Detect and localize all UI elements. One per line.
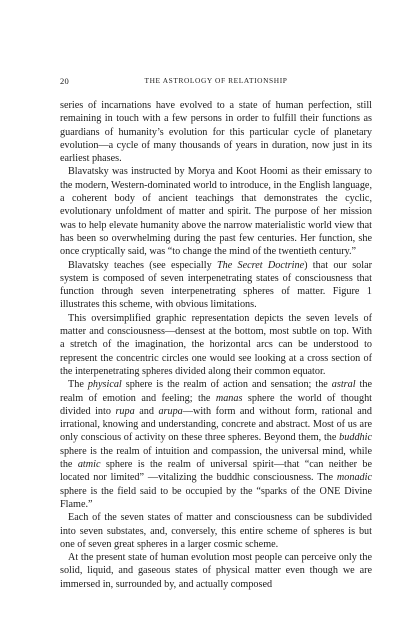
text-segment: sphere is the field said to be occupied by the “sparks of the ONE Divine Flame.” bbox=[60, 485, 372, 510]
book-page bbox=[60, 76, 372, 591]
paragraph bbox=[60, 165, 372, 258]
italic-term: arupa bbox=[158, 405, 183, 417]
paragraph bbox=[60, 378, 372, 511]
paragraph bbox=[60, 99, 372, 165]
paragraph bbox=[60, 551, 372, 591]
italic-term: rupa bbox=[115, 405, 135, 417]
text-segment: series of incarnations have evolved to a state of human perfection, still remaining in touch with a few persons in order to fulfill their functions as guardians of humanity’s evolution for this particular cycle of planetary evolution—a cycle of many thousands of years in duration, now just in its earliest phases. bbox=[60, 100, 372, 165]
paragraph bbox=[60, 511, 372, 551]
page-number: 20 bbox=[60, 76, 70, 86]
text-segment: and bbox=[134, 405, 159, 417]
paragraph bbox=[60, 312, 372, 378]
text-segment: sphere is the realm of universal spirit—that “can neither be located nor limited” —vitalizing the buddhic consciousness. The bbox=[60, 459, 372, 484]
text-segment: sphere is the realm of action and sensation; the bbox=[121, 379, 332, 391]
body-text bbox=[60, 99, 372, 591]
text-segment: This oversimplified graphic representation depicts the seven levels of matter and consciousness—densest at the bottom, most subtle on top. With a stretch of the imagination, the horizontal arcs can be understood to represent the concentric circles one would see looking at a cross section of the interpenetrating spheres divided along their common equator. bbox=[60, 312, 372, 377]
running-header bbox=[60, 76, 372, 90]
text-segment: At the present state of human evolution most people can perceive only the solid, liquid, and gaseous states of physical matter even though we are immersed in, surrounded by, and actually composed bbox=[60, 552, 372, 590]
text-segment: Each of the seven states of matter and consciousness can be subdivided into seven substates, and, conversely, this entire scheme of spheres is but one of seven great spheres in a larger cosmic scheme. bbox=[60, 512, 372, 550]
text-segment: Blavatsky was instructed by Morya and Koot Hoomi as their emissary to the modern, Western-dominated world to introduce, in the English language, a coherent body of ancient teachings that demonstrates the cyclic, evolutionary unfoldment of matter and spirit. The purpose of her mission was to help elevate humanity above the narrow materialistic world view that has been so overwhelming during the past few centuries. Her function, she once cryptically said, was “to change the mind of the twentieth century.” bbox=[60, 166, 372, 258]
italic-term: buddhic bbox=[339, 432, 372, 444]
text-segment: ) that our solar system is composed of seven interpenetrating states of consciousness that function through seven interpenetrating spheres of matter. Figure 1 illustrates this scheme, with obvious limitations. bbox=[60, 259, 372, 311]
italic-term: astral bbox=[331, 379, 356, 391]
text-segment: The bbox=[68, 379, 88, 391]
italic-term: atmic bbox=[77, 459, 101, 471]
text-segment: the realm of emotion and feeling; the bbox=[60, 379, 372, 404]
italic-term: monadic bbox=[336, 472, 372, 484]
italic-term: physical bbox=[87, 379, 122, 391]
text-segment: sphere is the realm of intuition and compassion, the universal mind, while the bbox=[60, 445, 372, 471]
italic-term: The Secret Doctrine bbox=[216, 259, 305, 271]
italic-term: manas bbox=[215, 392, 243, 404]
running-title: THE ASTROLOGY OF RELATIONSHIP bbox=[144, 76, 288, 85]
text-segment: —with form and without form, rational and irrational, knowing and understanding, concrete and abstract. Most of us are only conscious of activity on these three spheres. Beyond them, the bbox=[60, 405, 372, 444]
paragraph bbox=[60, 259, 372, 312]
text-segment: Blavatsky teaches (see especially bbox=[68, 259, 217, 271]
text-segment: sphere the world of thought divided into bbox=[60, 392, 372, 417]
